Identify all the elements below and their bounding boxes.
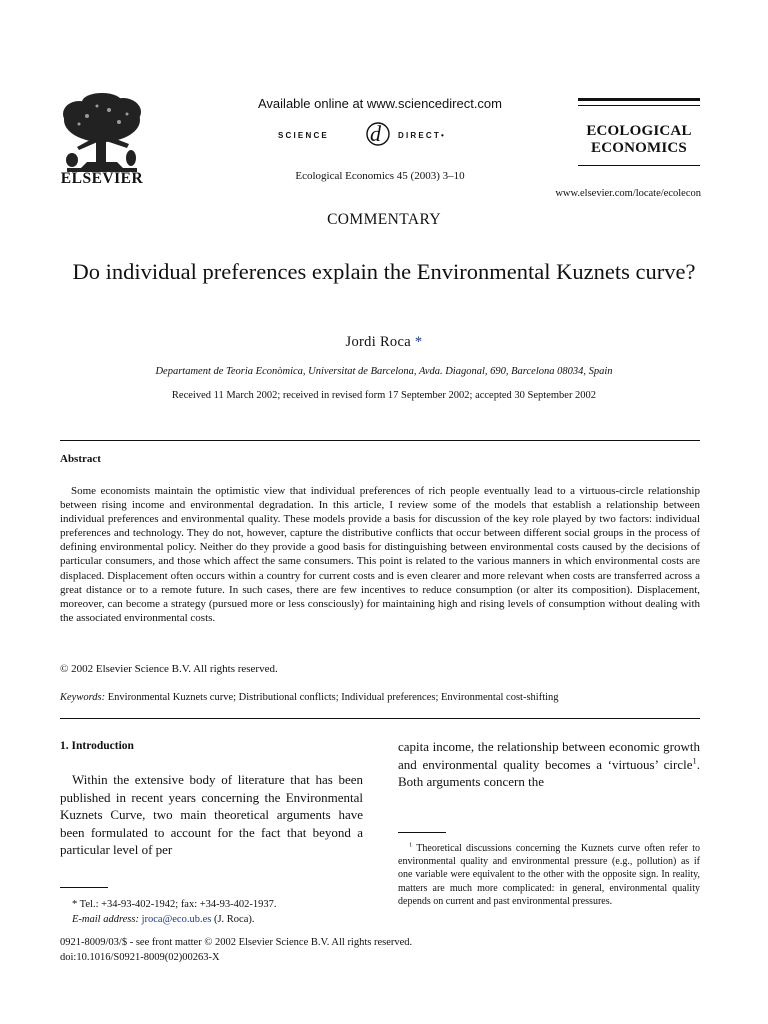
keywords-text: Environmental Kuznets curve; Distributional conflicts; Individual preferences; Environmental cost-shifting (107, 692, 559, 703)
abstract-top-rule (60, 440, 700, 441)
received-dates: Received 11 March 2002; received in revised form 17 September 2002; accepted 30 September 2002 (171, 390, 597, 401)
footnote-ref-1[interactable]: 1 (692, 755, 697, 766)
footnote-1 (398, 842, 700, 908)
body-col2-text-a: capita income, the relationship between economic growth and environmental quality becomes a ‘virtuous’ circle (398, 739, 700, 772)
author-name: Jordi Roca (345, 334, 411, 350)
svg-text:DIRECT•: DIRECT• (398, 131, 446, 140)
journal-name-line1: ECOLOGICAL (586, 123, 692, 139)
author-contact-phone: * Tel.: +34-93-402-1942; fax: +34-93-402-1937. (72, 899, 277, 910)
sciencedirect-logo (270, 119, 490, 149)
svg-text:SCIENCE: SCIENCE (278, 131, 329, 140)
abstract-heading: Abstract (60, 453, 101, 465)
abstract-text: Some economists maintain the optimistic view that individual preferences of rich people eventually lead to a virtuous-circle relationship between rising income and environmental degradation. In this article, I review some of the models that establish a relationship between individual preferences and environmental quality. These models provide a basis for discussion of the key role played by two factors: individual preferences and technology. They do not, however, capture the distributive conflicts that occur between different social groups in the process of defining environmental policy. Neither do they provide a good basis for distinguishing between environmental costs caused by the decisions of particular consumers, and those which affect the same consumers. This point is related to the various manners in which environmental costs are displaced. Displacement often occurs within a country for current costs and is even clearer and more relevant when costs are transferred across a great distance or to a remote future. In such cases, there are few incentives to reduce consumption (or alter its composition). Displacement, moreover, can become a strategy (pursued more or less consciously) for maintaining high and rising levels of consumption without dealing with the associated environmental costs. (60, 485, 700, 624)
footnote-rule-right (398, 832, 446, 833)
journal-url[interactable]: www.elsevier.com/locate/ecolecon (555, 188, 701, 199)
elsevier-tree-logo (57, 92, 147, 182)
author-email-line (60, 912, 363, 927)
footnote-rule-left (60, 887, 108, 888)
body-column-left: Within the extensive body of literature that has been published in recent years concerning the Environmental Kuznets Curve, two main theoretical arguments have been formulated to account for the fact that beyond a particular level of per (60, 772, 363, 858)
body-column-right (398, 738, 700, 791)
author-email-link[interactable]: jroca@eco.ub.es (141, 914, 212, 925)
footnote-1-text: Theoretical discussions concerning the Kuznets curve often refer to environmental quality and environmental pressure (e.g., pollution) as if one variable were equivalent to the other with the opposite sign. In reality, matters are much more complicated: in general, environmental quality depends on current and past environmental pressures. (398, 843, 700, 907)
footer-doi[interactable]: doi:10.1016/S0921-8009(02)00263-X (60, 952, 220, 963)
author-contact-footnote (60, 897, 363, 927)
page-footer (60, 935, 700, 965)
journal-name-line2: ECONOMICS (591, 140, 687, 156)
abstract-copyright: © 2002 Elsevier Science B.V. All rights reserved. (60, 663, 278, 675)
author-affiliation: Departament de Teoria Econòmica, Universitat de Barcelona, Avda. Diagonal, 690, Barcelona 08034, Spain (155, 366, 613, 377)
publisher-name: ELSEVIER (60, 170, 144, 187)
keywords-bottom-rule (60, 718, 700, 719)
journal-citation: Ecological Economics 45 (2003) 3–10 (295, 170, 465, 182)
footnote-1-marker: 1 (409, 841, 413, 849)
body-col2-text-b: . Both arguments concern the (398, 756, 700, 790)
email-label: E-mail address: (72, 914, 139, 925)
brand-rule-thin (578, 105, 700, 106)
brand-rule-top (578, 98, 700, 101)
available-online-text: Available online at www.sciencedirect.com (258, 96, 502, 111)
author-footnote-marker[interactable]: * (414, 334, 423, 350)
email-suffix: (J. Roca). (213, 914, 255, 925)
article-title: Do individual preferences explain the Environmental Kuznets curve? (72, 259, 696, 284)
svg-text:d: d (370, 121, 381, 146)
article-type: COMMENTARY (327, 211, 441, 228)
author-line (0, 334, 768, 351)
keywords-label: Keywords: (60, 692, 106, 703)
brand-rule-bottom (578, 165, 700, 166)
keywords-line (60, 692, 559, 703)
section-heading-introduction: 1. Introduction (60, 740, 134, 752)
journal-brand (578, 123, 700, 157)
footer-front-matter: 0921-8009/03/$ - see front matter © 2002 Elsevier Science B.V. All rights reserved. (60, 937, 413, 948)
